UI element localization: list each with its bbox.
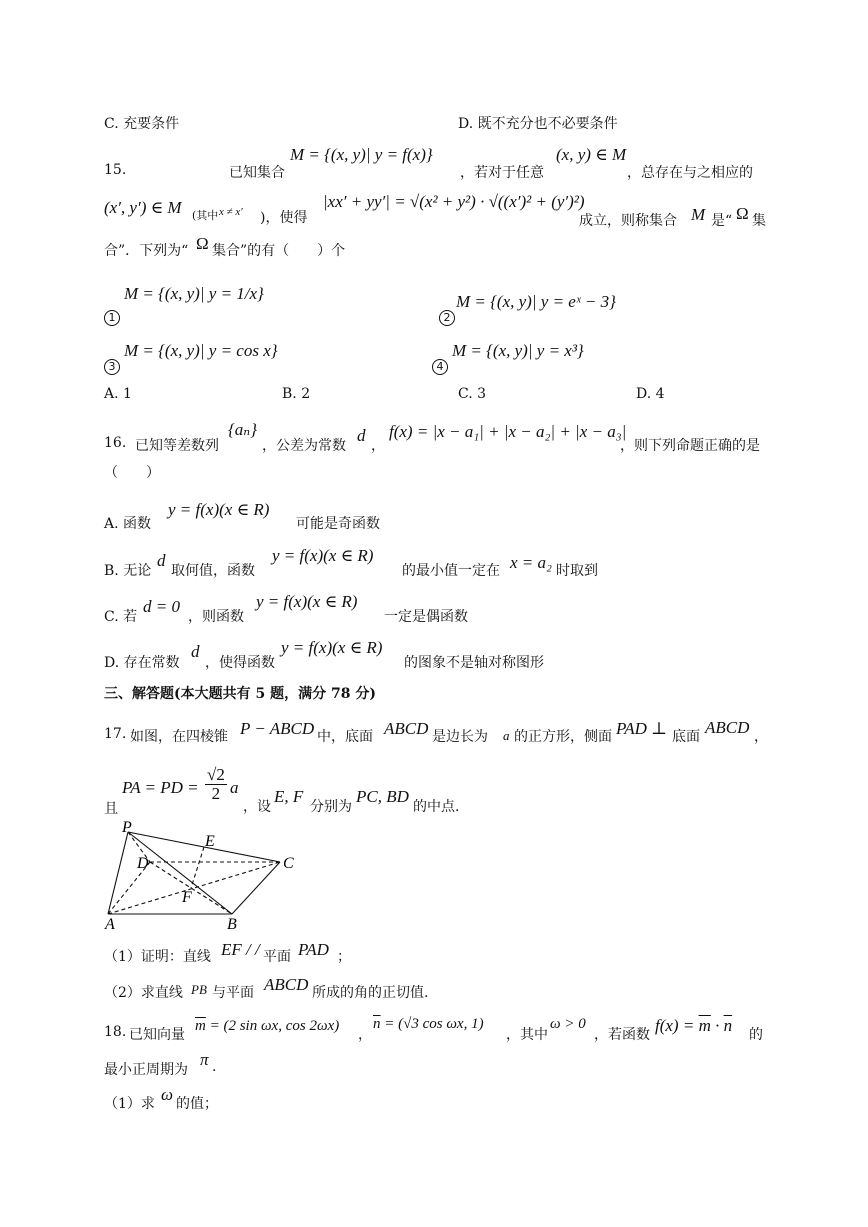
edge-ef xyxy=(191,847,204,888)
q16-opt-a-pre: A. 函数 xyxy=(104,516,152,532)
q17-text-a: 如图，在四棱锥 xyxy=(130,729,228,745)
q15-set-m: M = {(x, y)| y = f(x)} xyxy=(290,145,433,164)
q18-part1-post: 的值； xyxy=(176,1096,218,1112)
q18-period: . xyxy=(212,1059,217,1075)
q18-omega: ω xyxy=(161,1085,174,1104)
q16-text-a: 已知等差数列 xyxy=(135,438,219,454)
q18-n-vector: $\overline{n} = (√3$ cos ωx, 1) xyxy=(373,1016,484,1032)
q17-eq-left: PA = PD = xyxy=(122,778,199,797)
label-a: A xyxy=(105,916,115,933)
q16-opt-b-mid: 取何值，函数 xyxy=(171,563,255,579)
label-d: D xyxy=(137,855,149,872)
q17-part2-pb: PB xyxy=(191,982,207,997)
q17-part2-pre: （2）求直线 xyxy=(104,985,183,1001)
q17-fraction: $\frac{√2}{2}$ xyxy=(207,765,225,803)
q15-in-m: (x, y) ∈ M xyxy=(556,145,627,164)
q17-part1-post: ； xyxy=(337,949,351,965)
q16-opt-a-post: 可能是奇函数 xyxy=(296,516,380,532)
q15-item-1-expr: M = {(x, y)| y = 1/x} xyxy=(124,284,264,303)
q15-neq: x ≠ x′ xyxy=(219,206,243,218)
q16-seq: {aₙ} xyxy=(228,420,257,439)
q15-text-d: (其中 xyxy=(192,209,219,222)
label-e: E xyxy=(205,833,215,850)
q17-part2-mid: 与平面 xyxy=(212,985,254,1001)
q18-cond: ω > 0 xyxy=(550,1016,586,1032)
q15-text-g: 是“ xyxy=(711,213,733,229)
q18-number: 18. xyxy=(104,1024,127,1040)
q15-option-d: D. 4 xyxy=(636,386,665,402)
q17-text-h: 分别为 xyxy=(310,799,352,815)
q17-part1-pre: （1）证明：直线 xyxy=(104,949,211,965)
q15-item-2-expr: M = {(x, y)| y = eˣ − 3} xyxy=(456,292,616,311)
q15-number: 15. xyxy=(104,162,127,178)
label-c: C xyxy=(283,855,294,872)
q15-option-c: C. 3 xyxy=(458,386,487,402)
q15-text-j: 集合”的有（ ）个 xyxy=(212,243,346,259)
q16-opt-c-pre: C. 若 xyxy=(104,609,138,625)
q18-part1: （1）求 xyxy=(104,1096,155,1112)
q15-option-b: B. 2 xyxy=(282,386,311,402)
q15-text-h: 集 xyxy=(752,213,766,229)
q17-text-b: 中，底面 xyxy=(317,729,373,745)
q15-option-a: A. 1 xyxy=(104,386,132,402)
q18-text-b: ， xyxy=(358,1027,372,1043)
q18-text-a: 已知向量 xyxy=(129,1027,185,1043)
q16-opt-a-expr: y = f(x)(x ∈ R) xyxy=(168,500,270,519)
q17-base-2: ABCD xyxy=(705,718,750,737)
q15-text-b: ，若对于任意 xyxy=(460,165,544,181)
q15-item-3-marker: 3 xyxy=(104,355,120,375)
q17-part1-ef: EF / / xyxy=(221,940,260,959)
label-b: B xyxy=(227,916,237,933)
q16-text-b: ，公差为常数 xyxy=(262,438,346,454)
q17-part1-pad: PAD xyxy=(298,940,329,959)
q16-func: f(x) = |x − a₁| + |x − a₂| + |x − a₃| xyxy=(389,422,627,441)
q16-opt-d-pre: D. 存在常数 xyxy=(104,655,180,671)
q17-number: 17. xyxy=(104,726,127,742)
q15-item-2-marker: 2 xyxy=(439,306,455,326)
q16-opt-c-expr: y = f(x)(x ∈ R) xyxy=(256,592,358,611)
q17-a: a xyxy=(503,728,510,743)
q16-opt-b-x: x = a₂ xyxy=(510,553,552,572)
q15-text-e: )，使得 xyxy=(260,210,308,226)
q15-equation: |xx′ + yy′| = √(x² + y²) · √((x′)² + (y′)²) xyxy=(323,192,585,211)
q17-pyramid: P − ABCD xyxy=(240,719,315,738)
q17-text-e: 底面 xyxy=(672,729,700,745)
q17-part2-post: 所成的角的正切值. xyxy=(312,985,429,1001)
q16-opt-c-cond: d = 0 xyxy=(143,597,180,616)
q16-opt-b-pre: B. 无论 xyxy=(104,563,152,579)
q15-text-a: 已知集合 xyxy=(229,165,285,181)
q18-pi: π xyxy=(200,1050,209,1069)
q15-text-c: ，总存在与之相应的 xyxy=(627,165,753,181)
q17-pyramid-figure xyxy=(100,816,310,934)
q18-text-d: ，若函数 xyxy=(594,1027,650,1043)
q18-line2: 最小正周期为 xyxy=(104,1062,188,1078)
q17-pad: PAD ⊥ xyxy=(616,719,668,738)
q16-opt-b-d: d xyxy=(157,551,166,570)
q17-text-g: ，设 xyxy=(243,799,271,815)
q16-opt-b-post: 时取到 xyxy=(556,563,598,579)
q17-text-c: 是边长为 xyxy=(432,729,488,745)
q18-text-e: 的 xyxy=(749,1027,763,1043)
q16-opt-c-mid: ，则函数 xyxy=(188,609,244,625)
q15-item-3-expr: M = {(x, y)| y = cos x} xyxy=(124,341,278,360)
q15-item-4-expr: M = {(x, y)| y = x³} xyxy=(452,341,584,360)
edge-ac xyxy=(108,862,280,914)
q16-paren: （ ） xyxy=(104,465,160,481)
q16-opt-d-expr: y = f(x)(x ∈ R) xyxy=(281,638,383,657)
q15-item-4-marker: 4 xyxy=(432,355,448,375)
q15-text-f: 成立，则称集合 xyxy=(579,213,677,229)
q16-opt-d-d: d xyxy=(191,642,200,661)
q17-qie: 且 xyxy=(104,801,118,817)
q14-option-c: C. 充要条件 xyxy=(104,116,180,132)
q15-text-i: 合”．下列为“ xyxy=(104,243,189,259)
edge-pb xyxy=(128,832,232,914)
q15-m: M xyxy=(691,205,706,224)
q17-eq-a: a xyxy=(230,778,239,797)
q16-opt-c-post: 一定是偶函数 xyxy=(384,609,468,625)
q17-text-d: 的正方形，侧面 xyxy=(514,729,612,745)
q15-item-1-marker: 1 xyxy=(104,306,120,326)
q15-omega: Ω xyxy=(736,204,749,223)
q17-part1-mid: 平面 xyxy=(263,949,291,965)
q14-option-d: D. 既不充分也不必要条件 xyxy=(458,116,618,132)
q16-opt-b-mid2: 的最小值一定在 xyxy=(402,563,500,579)
q17-text-f: ， xyxy=(754,729,768,745)
q15-omega-2: Ω xyxy=(196,234,209,253)
q16-text-d: ，则下列命题正确的是 xyxy=(620,438,760,454)
q16-opt-b-expr: y = f(x)(x ∈ R) xyxy=(272,546,374,565)
q16-text-c: ， xyxy=(371,438,385,454)
q17-part2-abcd: ABCD xyxy=(264,975,309,994)
q17-text-i: 的中点. xyxy=(413,799,460,815)
q16-opt-d-post: 的图象不是轴对称图形 xyxy=(404,655,544,671)
q17-ef: E, F xyxy=(274,787,304,806)
q17-pcbd: PC, BD xyxy=(356,787,409,806)
q15-pair: (x′, y′) ∈ M xyxy=(104,198,182,217)
q16-d: d xyxy=(357,426,366,445)
section-heading: 三、解答题(本大题共有 5 题，满分 78 分) xyxy=(104,686,376,702)
q18-f: $f(x) = \overline{m} \cdot \overline{n}$ xyxy=(655,1016,733,1035)
q18-text-c: ，其中 xyxy=(506,1027,548,1043)
q16-number: 16. xyxy=(104,435,127,451)
q16-opt-d-mid: ，使得函数 xyxy=(205,655,275,671)
label-f: F xyxy=(182,889,192,906)
label-p: P xyxy=(122,819,132,836)
q18-m-vector: $\overline{m} = (2$ sin ωx, cos 2ωx) xyxy=(195,1018,340,1034)
q17-base: ABCD xyxy=(384,719,429,738)
